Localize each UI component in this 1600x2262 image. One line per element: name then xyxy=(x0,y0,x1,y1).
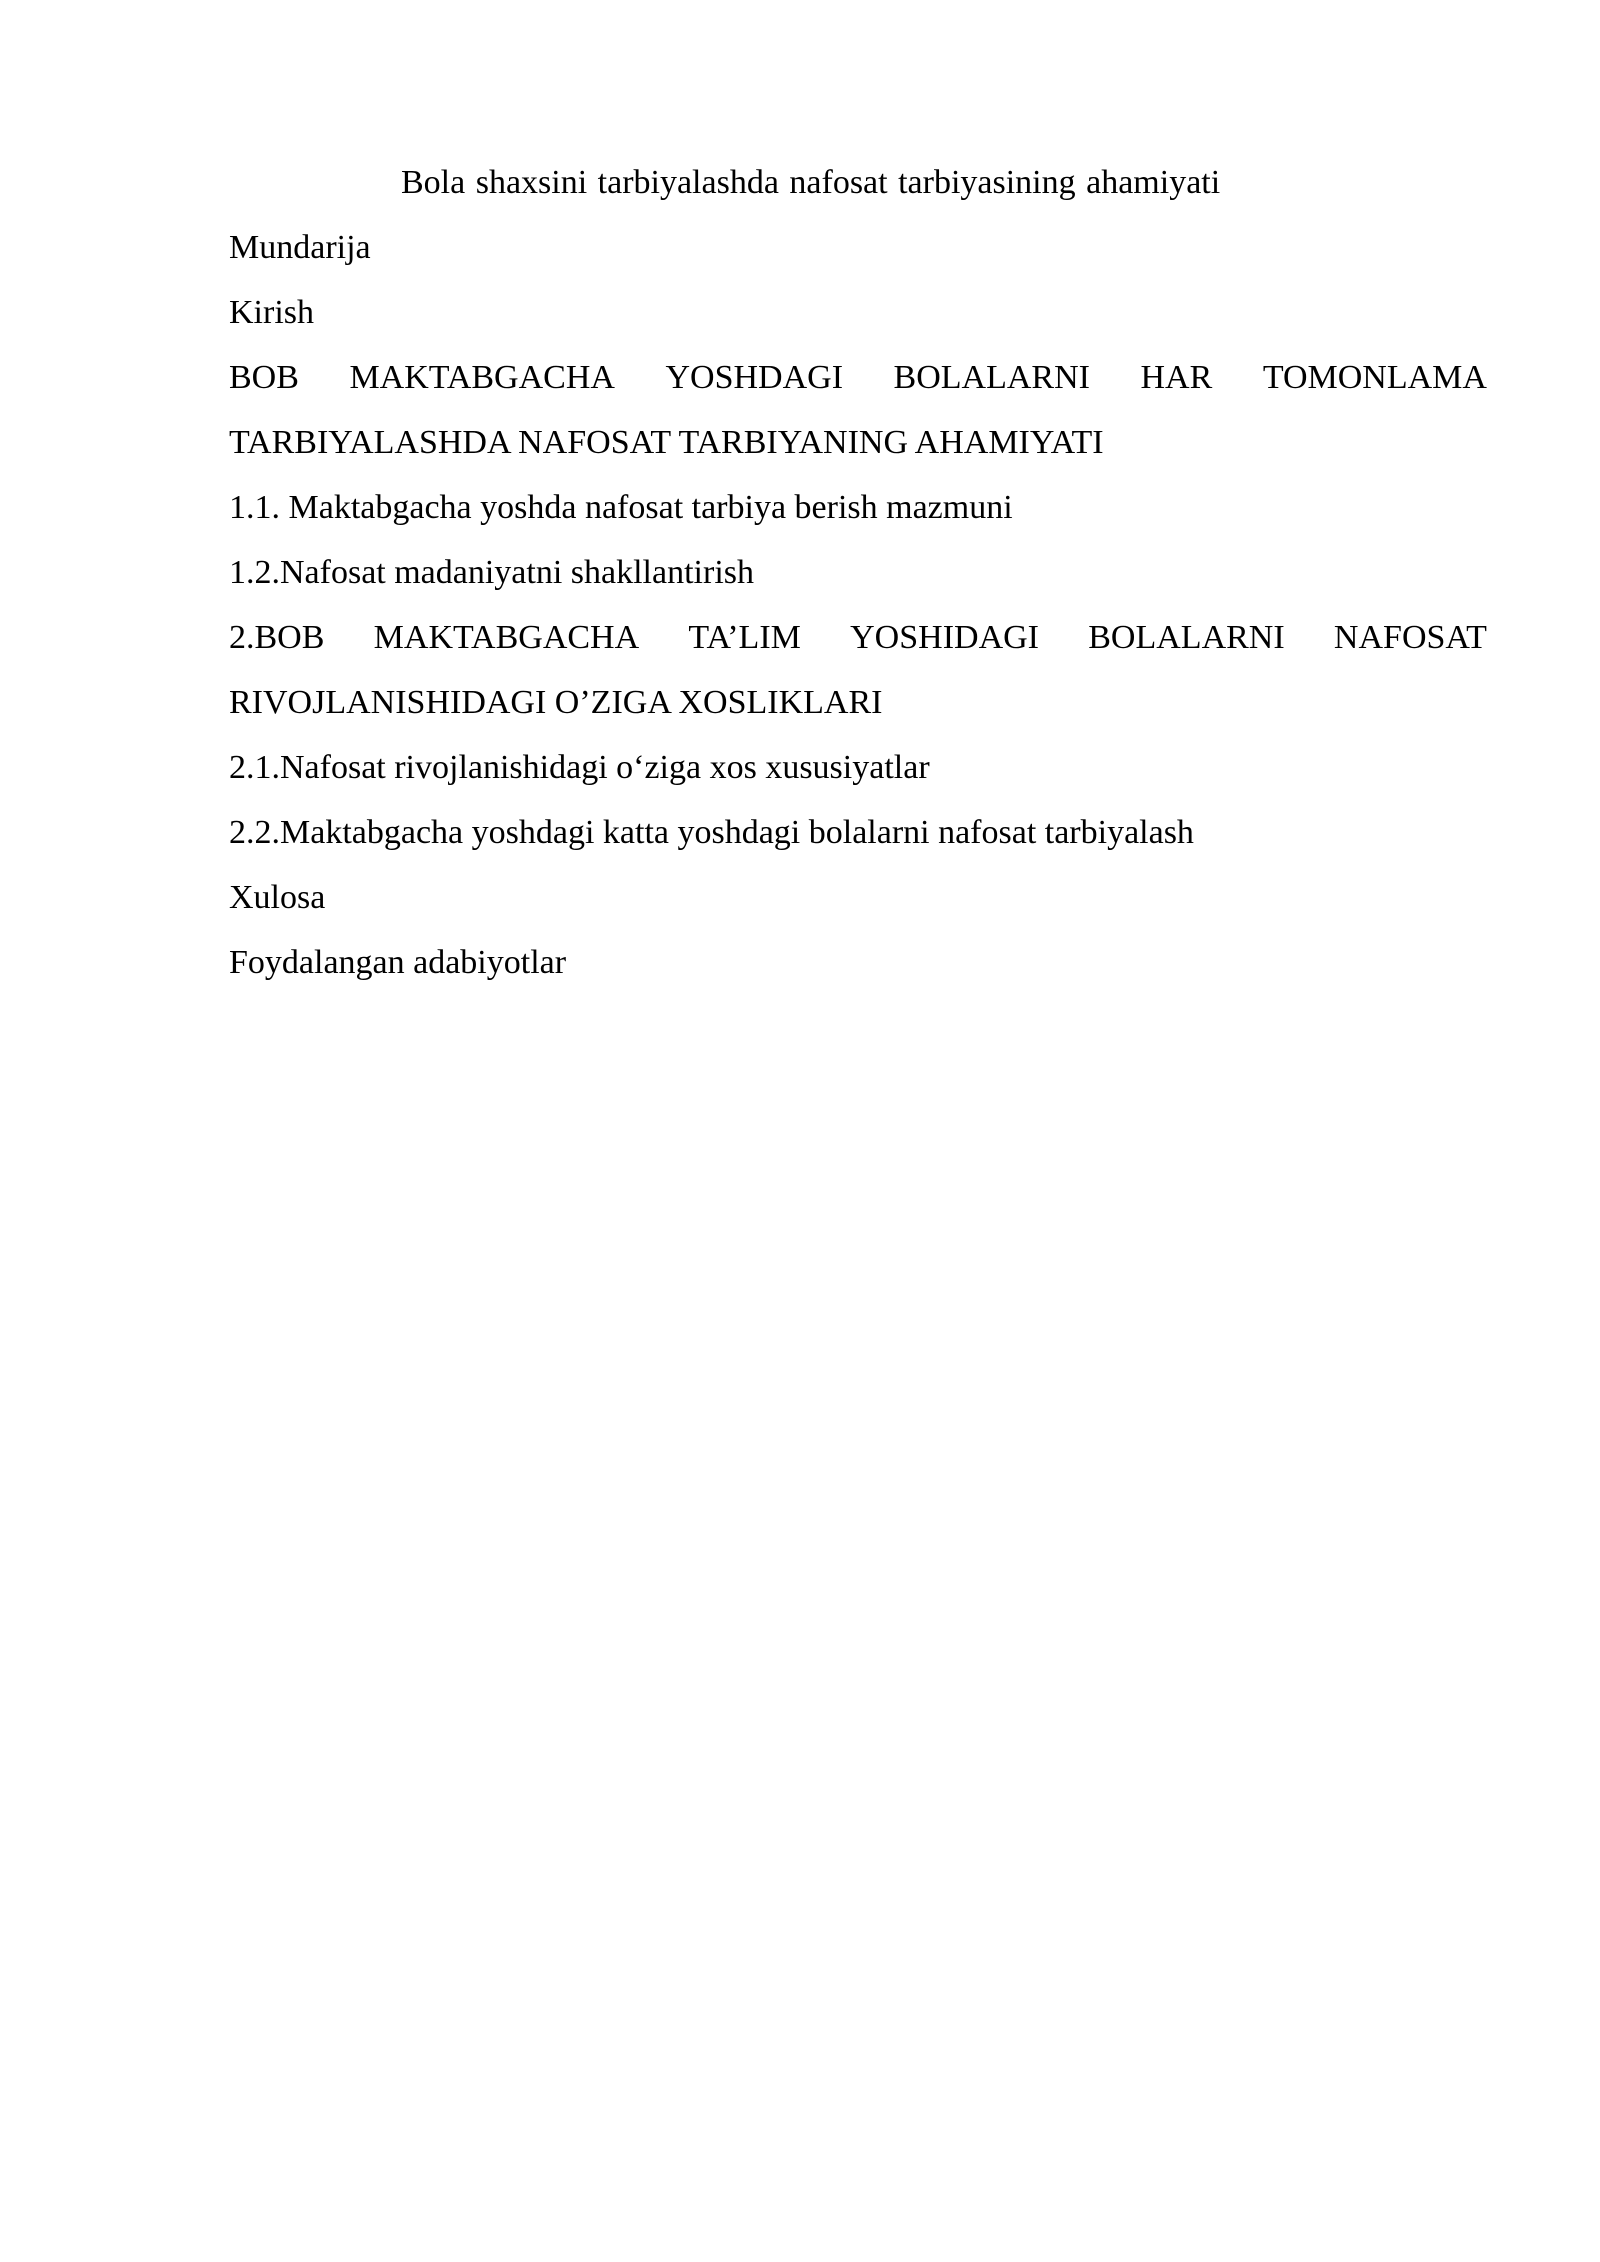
toc-word: YOSHDAGI xyxy=(665,359,844,396)
toc-word: NAFOSAT xyxy=(1333,619,1487,656)
toc-word: HAR xyxy=(1140,359,1213,396)
document-title: Bola shaxsini tarbiyalashda nafosat tarbiyasining ahamiyati xyxy=(401,164,1221,201)
toc-word: BOLALARNI xyxy=(1088,619,1285,656)
toc-item-conclusion: Xulosa xyxy=(229,879,326,916)
toc-heading: Mundarija xyxy=(229,229,371,266)
toc-word: BOLALARNI xyxy=(893,359,1090,396)
toc-chapter2-line2: RIVOJLANISHIDAGI O’ZIGA XOSLIKLARI xyxy=(229,684,883,721)
toc-chapter1-line2: TARBIYALASHDA NAFOSAT TARBIYANING AHAMIYATI xyxy=(229,424,1104,461)
toc-word: TOMONLAMA xyxy=(1262,359,1487,396)
toc-word: 2.BOB xyxy=(229,619,325,656)
toc-word: TA’LIM xyxy=(688,619,801,656)
toc-word: MAKTABGACHA xyxy=(349,359,615,396)
toc-item-intro: Kirish xyxy=(229,294,314,331)
toc-chapter2-line1 xyxy=(229,605,1487,670)
document-content xyxy=(229,150,1487,995)
toc-chapter1-line1 xyxy=(229,345,1487,410)
toc-section-1-1: 1.1. Maktabgacha yoshda nafosat tarbiya berish mazmuni xyxy=(229,489,1013,526)
toc-section-2-1: 2.1.Nafosat rivojlanishidagi o‘ziga xos xususiyatlar xyxy=(229,749,930,786)
toc-item-references: Foydalangan adabiyotlar xyxy=(229,944,567,981)
toc-section-2-2: 2.2.Maktabgacha yoshdagi katta yoshdagi bolalarni nafosat tarbiyalash xyxy=(229,814,1194,851)
toc-word: BOB xyxy=(229,359,299,396)
toc-word: MAKTABGACHA xyxy=(373,619,640,656)
toc-section-1-2: 1.2.Nafosat madaniyatni shakllantirish xyxy=(229,554,754,591)
toc-word: YOSHIDAGI xyxy=(850,619,1040,656)
